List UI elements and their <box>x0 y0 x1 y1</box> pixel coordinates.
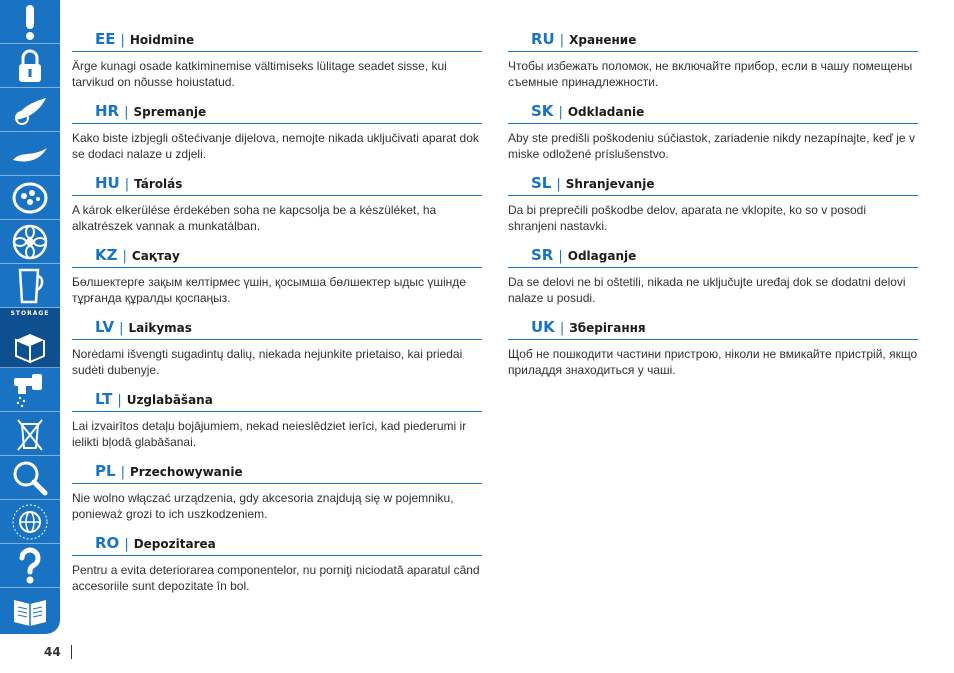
section-header <box>508 30 918 52</box>
section-title: Hoidmine <box>129 33 195 47</box>
language-code: SL <box>531 174 552 192</box>
language-section-lt <box>72 390 482 462</box>
sidebar-tab-lock[interactable] <box>0 44 60 88</box>
section-title: Uzglabāšana <box>126 393 213 407</box>
section-header <box>508 318 918 340</box>
section-header <box>508 102 918 124</box>
language-code: SR <box>531 246 554 264</box>
jug-icon <box>10 266 50 306</box>
sidebar-tab-guarantee[interactable] <box>0 500 60 544</box>
section-body: Pentru a evita deteriorarea componentelor, nu porniţi niciodată aparatul când accesoriile sunt depozitate în bol. <box>72 563 480 593</box>
language-code: PL <box>95 462 116 480</box>
sidebar-tab-recycle[interactable] <box>0 412 60 456</box>
sidebar <box>0 0 60 634</box>
header-separator: | <box>120 465 125 480</box>
header-separator: | <box>558 105 563 120</box>
language-code: LV <box>95 318 115 336</box>
question-icon <box>10 546 50 586</box>
section-title: Хранение <box>569 33 637 47</box>
section-title: Odkladanie <box>567 105 645 119</box>
sidebar-tab-jug[interactable] <box>0 264 60 308</box>
language-section-ee <box>72 30 482 102</box>
sidebar-tab-disc[interactable] <box>0 176 60 220</box>
header-separator: | <box>124 177 130 192</box>
section-header <box>72 174 482 196</box>
magnifier-icon <box>10 458 50 498</box>
sidebar-tab-manual[interactable] <box>0 588 60 632</box>
section-body: Lai izvairītos detaļu bojājumiem, nekad neieslēdziet ierīci, kad piederumi ir ielikti bļodā glabāšanai. <box>72 419 467 449</box>
language-section-sr <box>508 246 918 318</box>
section-title: Depozitarea <box>133 537 216 551</box>
section-title: Laikymas <box>128 321 192 335</box>
language-code: HR <box>95 102 120 120</box>
header-separator: | <box>117 393 122 408</box>
sidebar-tab-help[interactable] <box>0 544 60 588</box>
section-title: Зберігання <box>569 321 646 335</box>
header-separator: | <box>122 249 127 264</box>
header-separator: | <box>120 33 125 48</box>
language-section-sk <box>508 102 918 174</box>
language-section-hr <box>72 102 482 174</box>
section-body: A károk elkerülése érdekében soha ne kapcsolja be a készüléket, ha alkatrészek vannak a munkatálban. <box>72 203 437 233</box>
section-header <box>72 390 482 412</box>
storage-box-icon <box>10 324 50 364</box>
section-title: Shranjevanje <box>565 177 655 191</box>
page-divider <box>71 645 72 659</box>
header-separator: | <box>556 177 561 192</box>
right-column <box>508 30 918 390</box>
language-section-hu <box>72 174 482 246</box>
section-body: Щоб не пошкодити частини пристрою, ніколи не вмикайте пристрій, якщо приладдя знаходиться у чаші. <box>508 347 918 377</box>
language-code: SK <box>531 102 554 120</box>
left-column <box>72 30 482 606</box>
padlock-icon <box>10 46 50 86</box>
sidebar-tab-safety[interactable] <box>0 0 60 44</box>
language-code: KZ <box>95 246 118 264</box>
sidebar-tab-search[interactable] <box>0 456 60 500</box>
section-body: Aby ste predišli poškodeniu súčiastok, zariadenie nikdy nezapínajte, keď je v miske odložené príslušenstvo. <box>508 131 915 161</box>
page-number: 44 <box>44 645 61 659</box>
language-code: RO <box>95 534 120 552</box>
globe-icon <box>10 502 50 542</box>
header-separator: | <box>558 249 563 264</box>
sidebar-tab-storage[interactable] <box>0 308 60 368</box>
header-separator: | <box>119 321 124 336</box>
language-code: LT <box>95 390 113 408</box>
section-body: Da se delovi ne bi oštetili, nikada ne uključujte uređaj dok se dodatni delovi nalaze u posudi. <box>508 275 906 305</box>
language-section-uk <box>508 318 918 390</box>
language-section-ru <box>508 30 918 102</box>
section-header <box>72 534 482 556</box>
section-header <box>72 246 482 268</box>
leaf-blade-icon <box>10 90 50 130</box>
storage-label: STORAGE <box>10 310 50 317</box>
tap-icon <box>10 370 50 410</box>
section-header <box>72 318 482 340</box>
section-body: Norėdami išvengti sugadintų dalių, niekada nejunkite prietaiso, kai priedai sudėti dubenyje. <box>72 347 463 377</box>
language-section-kz <box>72 246 482 318</box>
section-body: Бөлшектерге зақым келтірмес үшін, қосымша бөлшектер ыдыс үшінде тұрғанда құралды қоспаңыз. <box>72 275 466 305</box>
section-body: Da bi preprečili poškodbe delov, aparata ne vklopite, ko so v posodi shranjeni nastavki. <box>508 203 866 233</box>
section-body: Чтобы избежать поломок, не включайте прибор, если в чашу помещены съемные принадлежности. <box>508 59 913 89</box>
header-separator: | <box>124 537 129 552</box>
section-header <box>72 462 482 484</box>
language-code: HU <box>95 174 120 192</box>
section-body: Kako biste izbjegli oštećivanje dijelova, nemojte nikada uključivati aparat dok se dodaci nalaze u zdjeli. <box>72 131 479 161</box>
disc-icon <box>10 178 50 218</box>
exclamation-icon <box>10 2 50 42</box>
header-separator: | <box>124 105 129 120</box>
language-section-ro <box>72 534 482 606</box>
language-section-lv <box>72 318 482 390</box>
section-body: Nie wolno włączać urządzenia, gdy akcesoria znajdują się w pojemniku, ponieważ grozi to ich uszkodzeniem. <box>72 491 454 521</box>
sidebar-tab-wave-blade[interactable] <box>0 132 60 176</box>
language-code: EE <box>95 30 116 48</box>
recycle-bin-icon <box>10 414 50 454</box>
section-header <box>72 30 482 52</box>
language-code: RU <box>531 30 555 48</box>
book-icon <box>10 590 50 630</box>
language-code: UK <box>531 318 555 336</box>
sidebar-tab-flower-disc[interactable] <box>0 220 60 264</box>
section-body: Ärge kunagi osade katkiminemise vältimiseks lülitage seadet sisse, kui tarvikud on nõusse hoiustatud. <box>72 59 447 89</box>
header-separator: | <box>559 321 565 336</box>
section-header <box>508 174 918 196</box>
section-title: Odlaganje <box>567 249 637 263</box>
header-separator: | <box>559 33 565 48</box>
sidebar-tab-tap[interactable] <box>0 368 60 412</box>
section-title: Przechowywanie <box>129 465 243 479</box>
section-title: Tárolás <box>134 177 183 191</box>
section-header <box>508 246 918 268</box>
section-title: Сақтау <box>131 249 180 263</box>
section-title: Spremanje <box>133 105 207 119</box>
language-section-pl <box>72 462 482 534</box>
sidebar-tab-blade[interactable] <box>0 88 60 132</box>
wave-blade-icon <box>10 134 50 174</box>
flower-disc-icon <box>10 222 50 262</box>
section-header <box>72 102 482 124</box>
language-section-sl <box>508 174 918 246</box>
